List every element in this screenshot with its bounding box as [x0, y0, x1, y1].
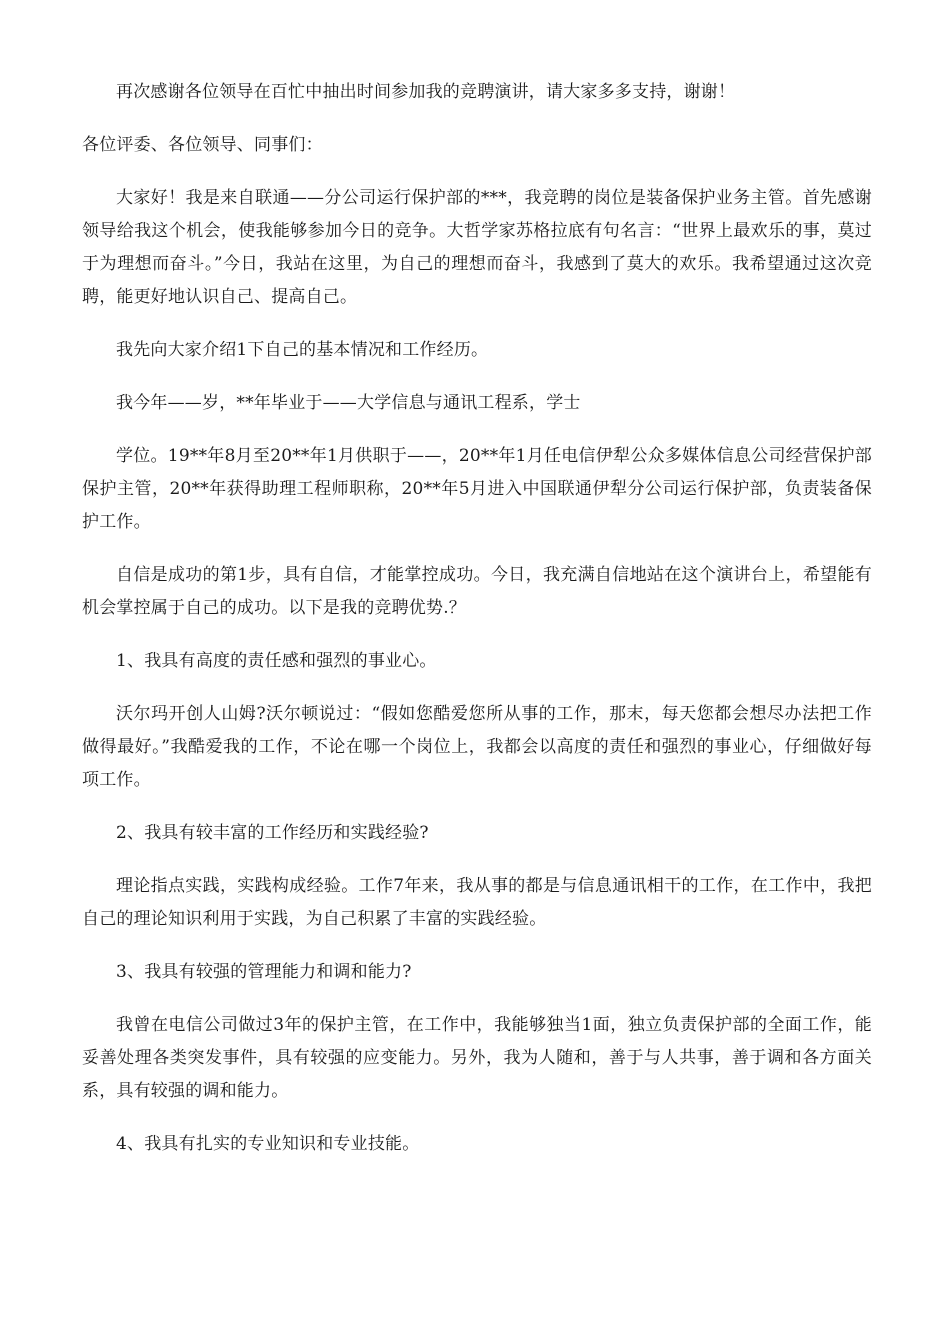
- heading-advantage-1: 1、我具有高度的责任感和强烈的事业心。: [116, 651, 437, 671]
- heading-advantage-2: 2、我具有较丰富的工作经历和实践经验?: [116, 823, 429, 843]
- paragraph-background-intro: 我先向大家介绍1下自己的基本情况和工作经历。: [116, 340, 489, 360]
- paragraph-work-history: 学位。19**年8月至20**年1月供职于——，20**年1月任电信伊犁公众多媒体信息公司经营保护部保护主管，20**年获得助理工程师职称，20**年5月进入中国联通伊犁分公司运行保护部，负责装备保护工作。: [82, 446, 872, 532]
- heading-advantage-4: 4、我具有扎实的专业知识和专业技能。: [116, 1134, 420, 1154]
- heading-advantage-3: 3、我具有较强的管理能力和调和能力?: [116, 962, 412, 982]
- document-page: [82, 76, 872, 1161]
- paragraph-thanks: 再次感谢各位领导在百忙中抽出时间参加我的竞聘演讲，请大家多多支持，谢谢！: [116, 82, 736, 102]
- paragraph-introduction: 大家好！我是来自联通——分公司运行保护部的***，我竞聘的岗位是装备保护业务主管。首先感谢领导给我这个机会，使我能够参加今日的竞争。大哲学家苏格拉底有句名言：“世界上最欢乐的事，莫过于为理想而奋斗。”今日，我站在这里，为自己的理想而奋斗，我感到了莫大的欢乐。我希望通过这次竞聘，能更好地认识自己、提高自己。: [82, 188, 872, 307]
- paragraph-confidence: 自信是成功的第1步，具有自信，才能掌控成功。今日，我充满自信地站在这个演讲台上，希望能有机会掌控属于自己的成功。以下是我的竞聘优势.？: [82, 565, 872, 618]
- paragraph-advantage-3: 我曾在电信公司做过3年的保护主管，在工作中，我能够独当1面，独立负责保护部的全面工作，能妥善处理各类突发事件，具有较强的应变能力。另外，我为人随和，善于与人共事，善于调和各方面关系，具有较强的调和能力。: [82, 1015, 872, 1101]
- paragraph-education: 我今年——岁，**年毕业于——大学信息与通讯工程系，学士: [116, 393, 581, 413]
- paragraph-advantage-2: 理论指点实践，实践构成经验。工作7年来，我从事的都是与信息通讯相干的工作，在工作中，我把自己的理论知识利用于实践，为自己积累了丰富的实践经验。: [82, 876, 872, 929]
- paragraph-advantage-1: 沃尔玛开创人山姆?沃尔顿说过：“假如您酷爱您所从事的工作，那末，每天您都会想尽办法把工作做得最好。”我酷爱我的工作，不论在哪一个岗位上，我都会以高度的责任和强烈的事业心，仔细做好每项工作。: [82, 704, 872, 790]
- paragraph-salutation: 各位评委、各位领导、同事们：: [82, 135, 323, 155]
